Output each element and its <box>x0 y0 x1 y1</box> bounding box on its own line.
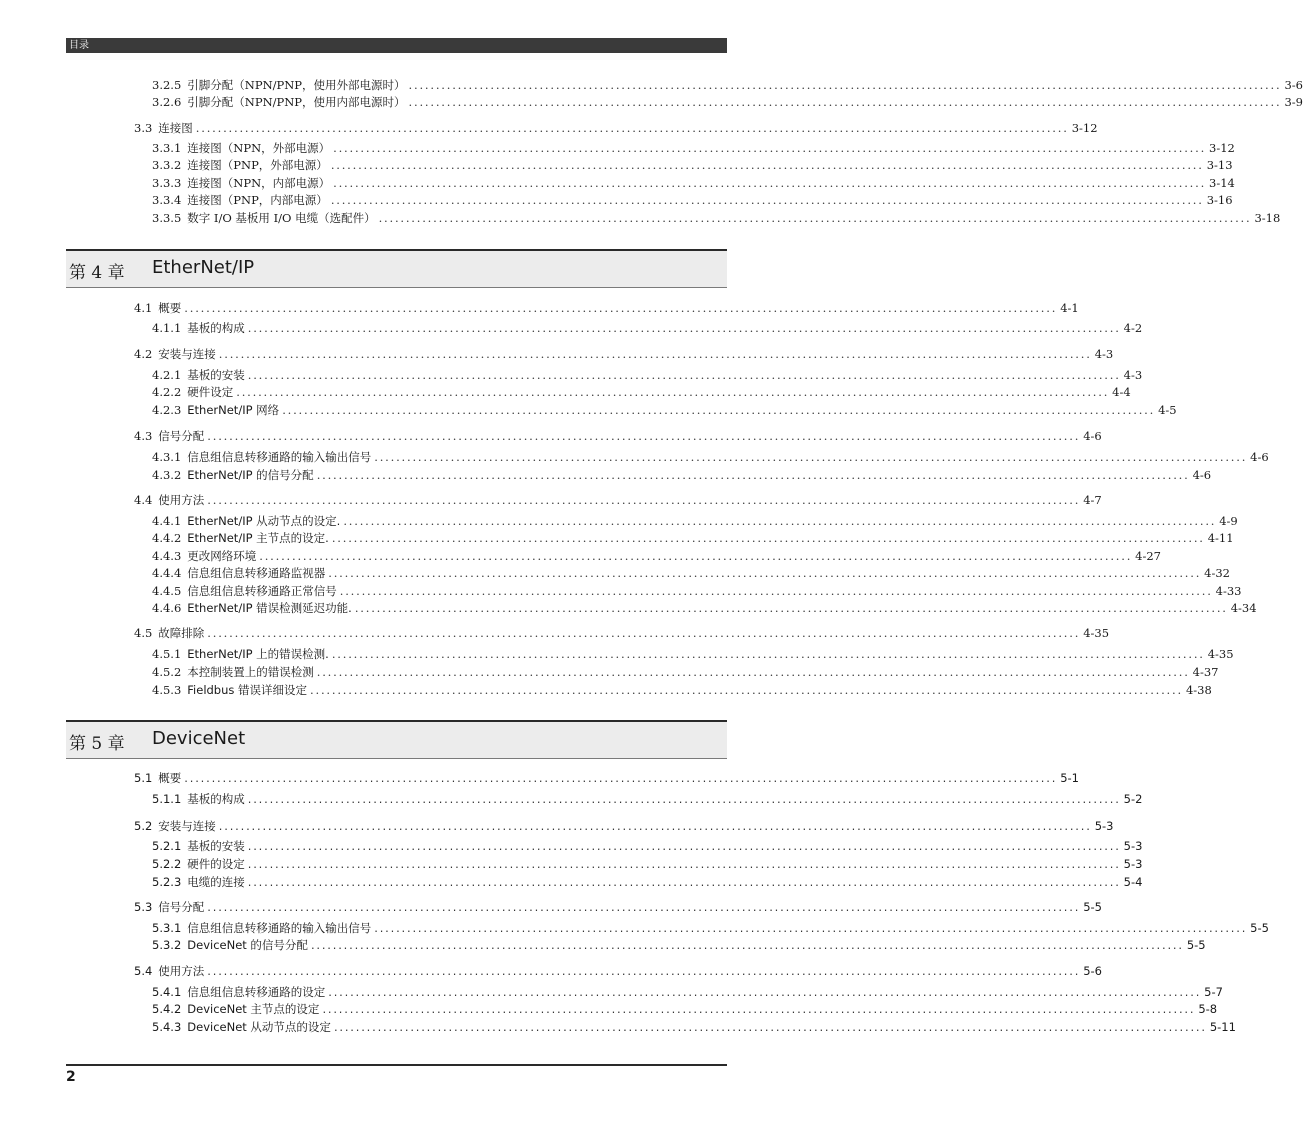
toc-entry[interactable] <box>152 791 1143 807</box>
toc-number: 4.4.4 <box>152 566 182 580</box>
toc-page: 4-34 <box>1230 601 1257 615</box>
dot-leader: ................................................................................................................................................................ <box>207 900 1081 914</box>
dot-leader: ................................................................................................................................................................ <box>247 321 1121 335</box>
toc-number: 4.1.1 <box>152 321 182 335</box>
toc-title: DeviceNet 从动节点的设定 <box>187 1020 331 1034</box>
toc-entry[interactable] <box>134 300 1079 316</box>
toc-entry[interactable] <box>152 384 1131 400</box>
toc-entry[interactable] <box>134 818 1114 834</box>
toc-number: 3.3.4 <box>152 193 182 207</box>
dot-leader: ................................................................................................................................................................ <box>207 626 1081 640</box>
dot-leader: ................................................................................................................................................................ <box>333 176 1207 190</box>
toc-title: 硬件的设定 <box>187 857 245 871</box>
toc-page: 4-6 <box>1083 429 1102 443</box>
dot-leader: ................................................................................................................................................................ <box>316 468 1190 482</box>
toc-page: 4-3 <box>1094 347 1114 361</box>
toc-page: 5-3 <box>1094 819 1114 833</box>
dot-leader: ................................................................................................................................................................ <box>218 819 1092 833</box>
toc-entry[interactable] <box>152 449 1269 465</box>
dot-leader: ................................................................................................................................................................ <box>333 1020 1207 1034</box>
toc-entry[interactable] <box>152 175 1235 191</box>
toc-title: 连接图（PNP，外部电源） <box>187 158 328 172</box>
toc-number: 5.4.3 <box>152 1020 182 1034</box>
toc-number: 5.2 <box>134 819 153 833</box>
toc-title: 信号分配 <box>158 900 205 914</box>
toc-number: 4.4 <box>134 493 153 507</box>
toc-title: EtherNet/IP 的信号分配 <box>187 468 314 482</box>
toc-number: 4.5.1 <box>152 647 182 661</box>
toc-page: 4-5 <box>1158 403 1177 417</box>
dot-leader: ................................................................................................................................................................ <box>247 875 1121 889</box>
toc-title: 信息组信息转移通路监视器 <box>187 566 326 580</box>
dot-leader: ................................................................................................................................................................ <box>378 211 1252 225</box>
dot-leader: ................................................................................................................................................................ <box>343 514 1217 528</box>
dot-leader: ................................................................................................................................................................ <box>236 385 1110 399</box>
toc-entry[interactable] <box>134 770 1079 786</box>
toc-entry[interactable] <box>152 548 1161 564</box>
dot-leader: ................................................................................................................................................................ <box>259 549 1133 563</box>
dot-leader: ................................................................................................................................................................ <box>330 193 1204 207</box>
toc-entry[interactable] <box>134 899 1102 915</box>
toc-entry[interactable] <box>134 120 1098 136</box>
toc-title: 信息组信息转移通路的设定 <box>187 985 326 999</box>
chapter-4-heading[interactable] <box>66 249 727 287</box>
toc-title: EtherNet/IP 网络 <box>187 403 280 417</box>
chapter-label: 第 5 章 <box>69 734 125 754</box>
dot-leader: ................................................................................................................................................................ <box>322 1002 1196 1016</box>
toc-entry[interactable] <box>152 513 1238 529</box>
toc-entry[interactable] <box>152 94 1303 110</box>
toc-title: 数字 I/O 基板用 I/O 电缆（选配件） <box>187 211 376 225</box>
toc-page: 5-3 <box>1123 839 1143 853</box>
dot-leader: ................................................................................................................................................................ <box>184 771 1058 785</box>
footer-rule <box>66 1064 727 1066</box>
dot-leader: ................................................................................................................................................................ <box>328 566 1202 580</box>
toc-page: 5-8 <box>1198 1002 1218 1016</box>
toc-title: 安装与连接 <box>158 347 216 361</box>
toc-title: 概要 <box>158 771 182 785</box>
toc-entry[interactable] <box>152 140 1235 156</box>
toc-page: 4-27 <box>1135 549 1161 563</box>
toc-number: 5.4.2 <box>152 1002 182 1016</box>
toc-entry[interactable] <box>152 856 1143 872</box>
toc-number: 4.3.2 <box>152 468 182 482</box>
toc-page: 3-16 <box>1206 193 1233 207</box>
dot-leader: ................................................................................................................................................................ <box>195 121 1069 135</box>
toc-title: 信息组信息转移通路的输入输出信号 <box>187 450 372 464</box>
dot-leader: ................................................................................................................................................................ <box>247 857 1121 871</box>
toc-number: 4.4.5 <box>152 584 182 598</box>
toc-number: 5.2.1 <box>152 839 182 853</box>
toc-title: DeviceNet 主节点的设定 <box>187 1002 320 1016</box>
dot-leader: ................................................................................................................................................................ <box>310 683 1183 697</box>
toc-entry[interactable] <box>152 467 1212 483</box>
toc-title: 基板的构成 <box>187 321 245 335</box>
toc-title: 基板的安装 <box>187 368 245 382</box>
dot-leader: ................................................................................................................................................................ <box>207 429 1081 443</box>
toc-page: 4-37 <box>1192 665 1219 679</box>
toc-title: Fieldbus 错误详细设定 <box>187 683 308 697</box>
chapter-title: EtherNet/IP <box>152 257 255 278</box>
toc-entry[interactable] <box>152 367 1143 383</box>
toc-title: 使用方法 <box>158 493 205 507</box>
toc-number: 4.4.3 <box>152 549 182 563</box>
dot-leader: ................................................................................................................................................................ <box>207 493 1081 507</box>
toc-number: 4.5.3 <box>152 683 182 697</box>
toc-title: 电缆的连接 <box>187 875 245 889</box>
page-number: 2 <box>66 1069 76 1085</box>
toc-title: DeviceNet 的信号分配 <box>187 938 308 952</box>
toc-page: 5-6 <box>1083 964 1102 978</box>
toc-title: 连接图（PNP，内部电源） <box>187 193 328 207</box>
toc-page: 4-35 <box>1083 626 1110 640</box>
dot-leader: ................................................................................................................................................................ <box>331 647 1205 661</box>
toc-entry[interactable] <box>152 1001 1218 1017</box>
chapter-title: DeviceNet <box>152 728 246 749</box>
dot-leader: ................................................................................................................................................................ <box>247 839 1121 853</box>
toc-number: 3.3.3 <box>152 176 182 190</box>
toc-number: 5.2.2 <box>152 857 182 871</box>
toc-title: 连接图（NPN，外部电源） <box>187 141 331 155</box>
toc-number: 4.4.6 <box>152 601 182 615</box>
dot-leader: ................................................................................................................................................................ <box>374 450 1248 464</box>
toc-entry[interactable] <box>152 565 1230 581</box>
toc-number: 3.3.1 <box>152 141 182 155</box>
dot-leader: ................................................................................................................................................................ <box>247 792 1121 806</box>
dot-leader: ................................................................................................................................................................ <box>408 95 1282 109</box>
dot-leader: ................................................................................................................................................................ <box>218 347 1092 361</box>
toc-entry[interactable] <box>152 646 1234 662</box>
toc-page: 5-1 <box>1060 771 1079 785</box>
toc-entry[interactable] <box>152 874 1143 890</box>
dot-leader: ................................................................................................................................................................ <box>330 158 1204 172</box>
toc-entry[interactable] <box>152 583 1242 599</box>
dot-leader: ................................................................................................................................................................ <box>408 78 1282 92</box>
toc-title: 连接图 <box>158 121 193 135</box>
dot-leader: ................................................................................................................................................................ <box>333 141 1207 155</box>
toc-title: EtherNet/IP 上的错误检测. <box>187 647 329 661</box>
toc-number: 5.3.2 <box>152 938 182 952</box>
toc-entry[interactable] <box>152 192 1233 208</box>
toc-number: 4.3.1 <box>152 450 182 464</box>
toc-entry[interactable] <box>134 346 1114 362</box>
toc-page: 4-4 <box>1112 385 1131 399</box>
toc-page: 3-14 <box>1209 176 1235 190</box>
toc-title: 基板的构成 <box>187 792 245 806</box>
toc-number: 4.4.2 <box>152 531 182 545</box>
toc-entry[interactable] <box>152 320 1143 336</box>
toc-title: 基板的安装 <box>187 839 245 853</box>
dot-leader: ................................................................................................................................................................ <box>316 665 1190 679</box>
toc-page: 4-2 <box>1123 321 1143 335</box>
toc-page: 5-5 <box>1186 938 1206 952</box>
toc-page: 5-5 <box>1083 900 1102 914</box>
toc-number: 4.3 <box>134 429 153 443</box>
toc-page: 3-18 <box>1254 211 1281 225</box>
toc-page: 3-12 <box>1071 121 1098 135</box>
dot-leader: ................................................................................................................................................................ <box>310 938 1184 952</box>
toc-entry[interactable] <box>134 492 1102 508</box>
toc-entry[interactable] <box>152 600 1257 616</box>
toc-title: 使用方法 <box>158 964 205 978</box>
toc-title: 信号分配 <box>158 429 205 443</box>
dot-leader: ................................................................................................................................................................ <box>374 921 1248 935</box>
toc-number: 3.2.6 <box>152 95 182 109</box>
toc-page: 4-6 <box>1250 450 1269 464</box>
toc-entry[interactable] <box>152 210 1281 226</box>
toc-title: 硬件设定 <box>187 385 234 399</box>
toc-page: 3-12 <box>1209 141 1235 155</box>
toc-title: 信息组信息转移通路正常信号 <box>187 584 337 598</box>
toc-number: 3.3 <box>134 121 153 135</box>
toc-number: 4.5 <box>134 626 153 640</box>
toc-page: 4-33 <box>1215 584 1242 598</box>
dot-leader: ................................................................................................................................................................ <box>282 403 1156 417</box>
toc-title: 信息组信息转移通路的输入输出信号 <box>187 921 372 935</box>
toc-page: 5-11 <box>1209 1020 1236 1034</box>
toc-page: 5-4 <box>1123 875 1143 889</box>
toc-entry[interactable] <box>152 682 1212 698</box>
toc-number: 5.4 <box>134 964 153 978</box>
toc-entry[interactable] <box>152 920 1269 936</box>
toc-page: 4-1 <box>1060 301 1079 315</box>
toc-entry[interactable] <box>134 625 1110 641</box>
toc-page: 4-32 <box>1204 566 1230 580</box>
toc-entry[interactable] <box>152 402 1177 418</box>
toc-number: 5.2.3 <box>152 875 182 889</box>
toc-number: 4.1 <box>134 301 153 315</box>
dot-leader: ................................................................................................................................................................ <box>339 584 1213 598</box>
toc-title: EtherNet/IP 错误检测延迟功能. <box>187 601 352 615</box>
toc-number: 4.2.2 <box>152 385 182 399</box>
toc-title: 连接图（NPN，内部电源） <box>187 176 331 190</box>
toc-entry[interactable] <box>152 838 1143 854</box>
dot-leader: ................................................................................................................................................................ <box>247 368 1121 382</box>
dot-leader: ................................................................................................................................................................ <box>207 964 1081 978</box>
chapter-5-heading[interactable] <box>66 720 727 758</box>
toc-entry[interactable] <box>152 1019 1236 1035</box>
chapter-divider <box>66 758 727 759</box>
toc-number: 5.3 <box>134 900 153 914</box>
toc-title: EtherNet/IP 从动节点的设定. <box>187 514 341 528</box>
toc-page: 4-3 <box>1123 368 1143 382</box>
toc-entry[interactable] <box>134 963 1102 979</box>
chapter-label: 第 4 章 <box>69 263 125 283</box>
dot-leader: ................................................................................................................................................................ <box>184 301 1058 315</box>
toc-page: 3-13 <box>1206 158 1233 172</box>
toc-entry[interactable] <box>152 664 1219 680</box>
toc-number: 3.3.5 <box>152 211 182 225</box>
toc-page: 5-2 <box>1123 792 1143 806</box>
toc-entry[interactable] <box>152 984 1223 1000</box>
toc-title: 更改网络环境 <box>187 549 257 563</box>
toc-entry[interactable] <box>152 157 1233 173</box>
toc-number: 3.2.5 <box>152 78 182 92</box>
toc-page: 4-7 <box>1083 493 1102 507</box>
toc-page: 5-5 <box>1250 921 1269 935</box>
dot-leader: ................................................................................................................................................................ <box>331 531 1205 545</box>
toc-page: 4-9 <box>1219 514 1238 528</box>
chapter-divider <box>66 287 727 288</box>
toc-page: 4-38 <box>1185 683 1212 697</box>
toc-title: 安装与连接 <box>158 819 216 833</box>
toc-number: 4.2.1 <box>152 368 182 382</box>
toc-title: 故障排除 <box>158 626 205 640</box>
toc-number: 5.3.1 <box>152 921 182 935</box>
toc-entry[interactable] <box>152 77 1303 93</box>
toc-page: 3-9 <box>1284 95 1303 109</box>
toc-number: 4.4.1 <box>152 514 182 528</box>
toc-number: 4.2 <box>134 347 153 361</box>
toc-number: 4.5.2 <box>152 665 182 679</box>
toc-page: 5-7 <box>1204 985 1223 999</box>
toc-page: 5-3 <box>1123 857 1143 871</box>
dot-leader: ................................................................................................................................................................ <box>354 601 1228 615</box>
dot-leader: ................................................................................................................................................................ <box>328 985 1202 999</box>
toc-page: 4-6 <box>1192 468 1212 482</box>
toc-number: 5.1.1 <box>152 792 182 806</box>
toc-number: 4.2.3 <box>152 403 182 417</box>
toc-page: 3-6 <box>1284 78 1303 92</box>
toc-entry[interactable] <box>152 937 1206 953</box>
toc-number: 5.1 <box>134 771 153 785</box>
toc-title: 本控制装置上的错误检测 <box>187 665 314 679</box>
toc-number: 3.3.2 <box>152 158 182 172</box>
toc-entry[interactable] <box>134 428 1102 444</box>
toc-title: 概要 <box>158 301 182 315</box>
toc-title: 引脚分配（NPN/PNP，使用内部电源时） <box>187 95 406 109</box>
toc-page: 4-11 <box>1207 531 1234 545</box>
running-header: 目录 <box>66 38 727 53</box>
toc-number: 5.4.1 <box>152 985 182 999</box>
toc-title: EtherNet/IP 主节点的设定. <box>187 531 329 545</box>
toc-title: 引脚分配（NPN/PNP，使用外部电源时） <box>187 78 406 92</box>
toc-entry[interactable] <box>152 530 1234 546</box>
toc-page: 4-35 <box>1207 647 1234 661</box>
